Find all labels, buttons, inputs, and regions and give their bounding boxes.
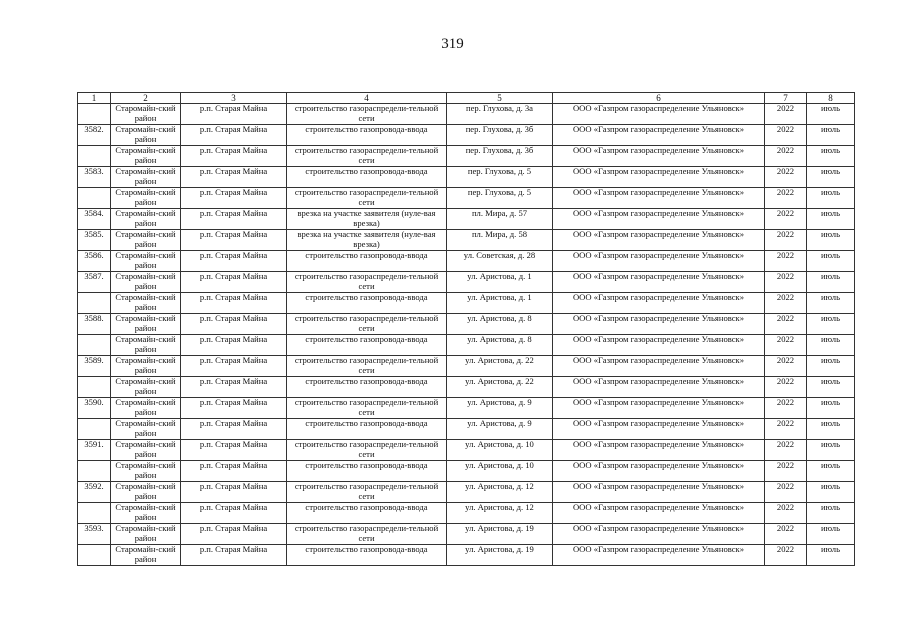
organization-cell: ООО «Газпром газораспределение Ульяновск»: [553, 545, 765, 566]
month-cell: июль: [807, 251, 855, 272]
settlement-cell: р.п. Старая Майна: [181, 104, 287, 125]
settlement-cell: р.п. Старая Майна: [181, 167, 287, 188]
table-row: [78, 440, 855, 461]
organization-cell: ООО «Газпром газораспределение Ульяновск»: [553, 524, 765, 545]
address-cell: пер. Глухова, д. 3б: [447, 125, 553, 146]
year-cell: 2022: [765, 146, 807, 167]
address-cell: пл. Мира, д. 58: [447, 230, 553, 251]
year-cell: 2022: [765, 545, 807, 566]
row-number-cell: 3589.: [78, 356, 111, 377]
header-cell: 8: [807, 93, 855, 104]
work-type-cell: строительство газораспредели-тельной сети: [287, 524, 447, 545]
organization-cell: ООО «Газпром газораспределение Ульяновск»: [553, 503, 765, 524]
district-cell: Старомайн-ский район: [111, 503, 181, 524]
settlement-cell: р.п. Старая Майна: [181, 503, 287, 524]
row-number-cell: 3586.: [78, 251, 111, 272]
settlement-cell: р.п. Старая Майна: [181, 398, 287, 419]
table-header-row: [78, 93, 855, 104]
work-type-cell: строительство газораспредели-тельной сети: [287, 104, 447, 125]
organization-cell: ООО «Газпром газораспределение Ульяновск»: [553, 146, 765, 167]
month-cell: июль: [807, 125, 855, 146]
year-cell: 2022: [765, 398, 807, 419]
settlement-cell: р.п. Старая Майна: [181, 545, 287, 566]
address-cell: ул. Аристова, д. 1: [447, 293, 553, 314]
row-number-cell: [78, 146, 111, 167]
settlement-cell: р.п. Старая Майна: [181, 293, 287, 314]
year-cell: 2022: [765, 356, 807, 377]
settlement-cell: р.п. Старая Майна: [181, 461, 287, 482]
organization-cell: ООО «Газпром газораспределение Ульяновск»: [553, 125, 765, 146]
month-cell: июль: [807, 167, 855, 188]
address-cell: ул. Аристова, д. 22: [447, 356, 553, 377]
address-cell: ул. Аристова, д. 10: [447, 461, 553, 482]
table-row: [78, 167, 855, 188]
table-row: [78, 314, 855, 335]
settlement-cell: р.п. Старая Майна: [181, 356, 287, 377]
settlement-cell: р.п. Старая Майна: [181, 335, 287, 356]
settlement-cell: р.п. Старая Майна: [181, 188, 287, 209]
work-type-cell: строительство газопровода-ввода: [287, 461, 447, 482]
row-number-cell: [78, 461, 111, 482]
organization-cell: ООО «Газпром газораспределение Ульяновск»: [553, 356, 765, 377]
district-cell: Старомайн-ский район: [111, 230, 181, 251]
month-cell: июль: [807, 146, 855, 167]
district-cell: Старомайн-ский район: [111, 293, 181, 314]
table-row: [78, 125, 855, 146]
work-type-cell: врезка на участке заявителя (нуле-вая врезка): [287, 209, 447, 230]
year-cell: 2022: [765, 167, 807, 188]
row-number-cell: 3591.: [78, 440, 111, 461]
year-cell: 2022: [765, 419, 807, 440]
table-row: [78, 545, 855, 566]
row-number-cell: 3582.: [78, 125, 111, 146]
table-row: [78, 272, 855, 293]
address-cell: ул. Аристова, д. 12: [447, 503, 553, 524]
district-cell: Старомайн-ский район: [111, 272, 181, 293]
row-number-cell: 3592.: [78, 482, 111, 503]
work-type-cell: строительство газопровода-ввода: [287, 503, 447, 524]
month-cell: июль: [807, 188, 855, 209]
address-cell: ул. Аристова, д. 19: [447, 545, 553, 566]
organization-cell: ООО «Газпром газораспределение Ульяновск»: [553, 230, 765, 251]
year-cell: 2022: [765, 104, 807, 125]
table-row: [78, 146, 855, 167]
address-cell: ул. Аристова, д. 22: [447, 377, 553, 398]
year-cell: 2022: [765, 293, 807, 314]
year-cell: 2022: [765, 230, 807, 251]
address-cell: ул. Аристова, д. 19: [447, 524, 553, 545]
year-cell: 2022: [765, 335, 807, 356]
table-body: [78, 93, 855, 566]
header-cell: 5: [447, 93, 553, 104]
year-cell: 2022: [765, 482, 807, 503]
work-type-cell: строительство газораспредели-тельной сети: [287, 272, 447, 293]
row-number-cell: [78, 188, 111, 209]
year-cell: 2022: [765, 461, 807, 482]
address-cell: пер. Глухова, д. 5: [447, 188, 553, 209]
district-cell: Старомайн-ский район: [111, 398, 181, 419]
month-cell: июль: [807, 545, 855, 566]
table-row: [78, 356, 855, 377]
month-cell: июль: [807, 335, 855, 356]
organization-cell: ООО «Газпром газораспределение Ульяновск»: [553, 419, 765, 440]
address-cell: пер. Глухова, д. 5: [447, 167, 553, 188]
month-cell: июль: [807, 419, 855, 440]
settlement-cell: р.п. Старая Майна: [181, 125, 287, 146]
year-cell: 2022: [765, 440, 807, 461]
work-type-cell: строительство газопровода-ввода: [287, 293, 447, 314]
month-cell: июль: [807, 293, 855, 314]
row-number-cell: [78, 335, 111, 356]
district-cell: Старомайн-ский район: [111, 482, 181, 503]
organization-cell: ООО «Газпром газораспределение Ульяновск»: [553, 251, 765, 272]
table-row: [78, 461, 855, 482]
month-cell: июль: [807, 356, 855, 377]
header-cell: 3: [181, 93, 287, 104]
work-type-cell: строительство газопровода-ввода: [287, 167, 447, 188]
work-type-cell: строительство газопровода-ввода: [287, 377, 447, 398]
work-type-cell: строительство газопровода-ввода: [287, 419, 447, 440]
address-cell: ул. Аристова, д. 12: [447, 482, 553, 503]
district-cell: Старомайн-ский район: [111, 251, 181, 272]
district-cell: Старомайн-ский район: [111, 167, 181, 188]
row-number-cell: [78, 503, 111, 524]
row-number-cell: 3583.: [78, 167, 111, 188]
address-cell: ул. Советская, д. 28: [447, 251, 553, 272]
table-row: [78, 335, 855, 356]
organization-cell: ООО «Газпром газораспределение Ульяновск»: [553, 398, 765, 419]
settlement-cell: р.п. Старая Майна: [181, 209, 287, 230]
organization-cell: ООО «Газпром газораспределение Ульяновск»: [553, 335, 765, 356]
row-number-cell: [78, 104, 111, 125]
address-cell: ул. Аристова, д. 9: [447, 419, 553, 440]
settlement-cell: р.п. Старая Майна: [181, 440, 287, 461]
district-cell: Старомайн-ский район: [111, 335, 181, 356]
year-cell: 2022: [765, 524, 807, 545]
month-cell: июль: [807, 461, 855, 482]
address-cell: ул. Аристова, д. 1: [447, 272, 553, 293]
header-cell: 7: [765, 93, 807, 104]
organization-cell: ООО «Газпром газораспределение Ульяновск»: [553, 293, 765, 314]
district-cell: Старомайн-ский район: [111, 440, 181, 461]
address-cell: ул. Аристова, д. 9: [447, 398, 553, 419]
row-number-cell: 3587.: [78, 272, 111, 293]
month-cell: июль: [807, 209, 855, 230]
district-cell: Старомайн-ский район: [111, 545, 181, 566]
work-type-cell: врезка на участке заявителя (нуле-вая врезка): [287, 230, 447, 251]
address-cell: пер. Глухова, д. 3б: [447, 146, 553, 167]
table-row: [78, 503, 855, 524]
settlement-cell: р.п. Старая Майна: [181, 419, 287, 440]
table-row: [78, 377, 855, 398]
organization-cell: ООО «Газпром газораспределение Ульяновск»: [553, 104, 765, 125]
year-cell: 2022: [765, 209, 807, 230]
organization-cell: ООО «Газпром газораспределение Ульяновск»: [553, 482, 765, 503]
year-cell: 2022: [765, 272, 807, 293]
settlement-cell: р.п. Старая Майна: [181, 377, 287, 398]
month-cell: июль: [807, 272, 855, 293]
row-number-cell: 3585.: [78, 230, 111, 251]
organization-cell: ООО «Газпром газораспределение Ульяновск»: [553, 377, 765, 398]
row-number-cell: [78, 545, 111, 566]
table-row: [78, 251, 855, 272]
table-row: [78, 482, 855, 503]
settlement-cell: р.п. Старая Майна: [181, 524, 287, 545]
settlement-cell: р.п. Старая Майна: [181, 230, 287, 251]
year-cell: 2022: [765, 125, 807, 146]
row-number-cell: 3584.: [78, 209, 111, 230]
table-row: [78, 104, 855, 125]
organization-cell: ООО «Газпром газораспределение Ульяновск»: [553, 188, 765, 209]
district-cell: Старомайн-ский район: [111, 356, 181, 377]
year-cell: 2022: [765, 377, 807, 398]
year-cell: 2022: [765, 503, 807, 524]
row-number-cell: 3590.: [78, 398, 111, 419]
year-cell: 2022: [765, 251, 807, 272]
district-cell: Старомайн-ский район: [111, 146, 181, 167]
work-type-cell: строительство газопровода-ввода: [287, 125, 447, 146]
settlement-cell: р.п. Старая Майна: [181, 272, 287, 293]
table-row: [78, 419, 855, 440]
district-cell: Старомайн-ский район: [111, 188, 181, 209]
row-number-cell: [78, 377, 111, 398]
district-cell: Старомайн-ский район: [111, 377, 181, 398]
district-cell: Старомайн-ский район: [111, 461, 181, 482]
year-cell: 2022: [765, 188, 807, 209]
address-cell: ул. Аристова, д. 8: [447, 314, 553, 335]
month-cell: июль: [807, 398, 855, 419]
work-type-cell: строительство газораспредели-тельной сети: [287, 146, 447, 167]
organization-cell: ООО «Газпром газораспределение Ульяновск»: [553, 209, 765, 230]
table-row: [78, 524, 855, 545]
table-row: [78, 230, 855, 251]
address-cell: ул. Аристова, д. 10: [447, 440, 553, 461]
header-cell: 6: [553, 93, 765, 104]
table-row: [78, 209, 855, 230]
work-type-cell: строительство газопровода-ввода: [287, 545, 447, 566]
row-number-cell: 3588.: [78, 314, 111, 335]
work-type-cell: строительство газопровода-ввода: [287, 251, 447, 272]
district-cell: Старомайн-ский район: [111, 209, 181, 230]
work-type-cell: строительство газораспредели-тельной сети: [287, 440, 447, 461]
row-number-cell: [78, 293, 111, 314]
month-cell: июль: [807, 503, 855, 524]
organization-cell: ООО «Газпром газораспределение Ульяновск»: [553, 272, 765, 293]
registry-table: [77, 92, 855, 566]
address-cell: ул. Аристова, д. 8: [447, 335, 553, 356]
month-cell: июль: [807, 314, 855, 335]
address-cell: пер. Глухова, д. 3а: [447, 104, 553, 125]
organization-cell: ООО «Газпром газораспределение Ульяновск»: [553, 440, 765, 461]
work-type-cell: строительство газораспредели-тельной сети: [287, 482, 447, 503]
settlement-cell: р.п. Старая Майна: [181, 314, 287, 335]
organization-cell: ООО «Газпром газораспределение Ульяновск»: [553, 314, 765, 335]
month-cell: июль: [807, 524, 855, 545]
year-cell: 2022: [765, 314, 807, 335]
table-row: [78, 398, 855, 419]
organization-cell: ООО «Газпром газораспределение Ульяновск»: [553, 167, 765, 188]
work-type-cell: строительство газораспредели-тельной сети: [287, 188, 447, 209]
header-cell: 2: [111, 93, 181, 104]
district-cell: Старомайн-ский район: [111, 104, 181, 125]
month-cell: июль: [807, 440, 855, 461]
table-row: [78, 188, 855, 209]
district-cell: Старомайн-ский район: [111, 314, 181, 335]
row-number-cell: 3593.: [78, 524, 111, 545]
month-cell: июль: [807, 104, 855, 125]
header-cell: 4: [287, 93, 447, 104]
work-type-cell: строительство газораспредели-тельной сети: [287, 398, 447, 419]
table-row: [78, 293, 855, 314]
district-cell: Старомайн-ский район: [111, 125, 181, 146]
month-cell: июль: [807, 482, 855, 503]
settlement-cell: р.п. Старая Майна: [181, 146, 287, 167]
row-number-cell: [78, 419, 111, 440]
page-number: 319: [441, 36, 464, 52]
settlement-cell: р.п. Старая Майна: [181, 251, 287, 272]
work-type-cell: строительство газораспредели-тельной сети: [287, 356, 447, 377]
settlement-cell: р.п. Старая Майна: [181, 482, 287, 503]
work-type-cell: строительство газораспредели-тельной сети: [287, 314, 447, 335]
address-cell: пл. Мира, д. 57: [447, 209, 553, 230]
district-cell: Старомайн-ский район: [111, 524, 181, 545]
header-cell: 1: [78, 93, 111, 104]
month-cell: июль: [807, 230, 855, 251]
work-type-cell: строительство газопровода-ввода: [287, 335, 447, 356]
month-cell: июль: [807, 377, 855, 398]
district-cell: Старомайн-ский район: [111, 419, 181, 440]
organization-cell: ООО «Газпром газораспределение Ульяновск»: [553, 461, 765, 482]
